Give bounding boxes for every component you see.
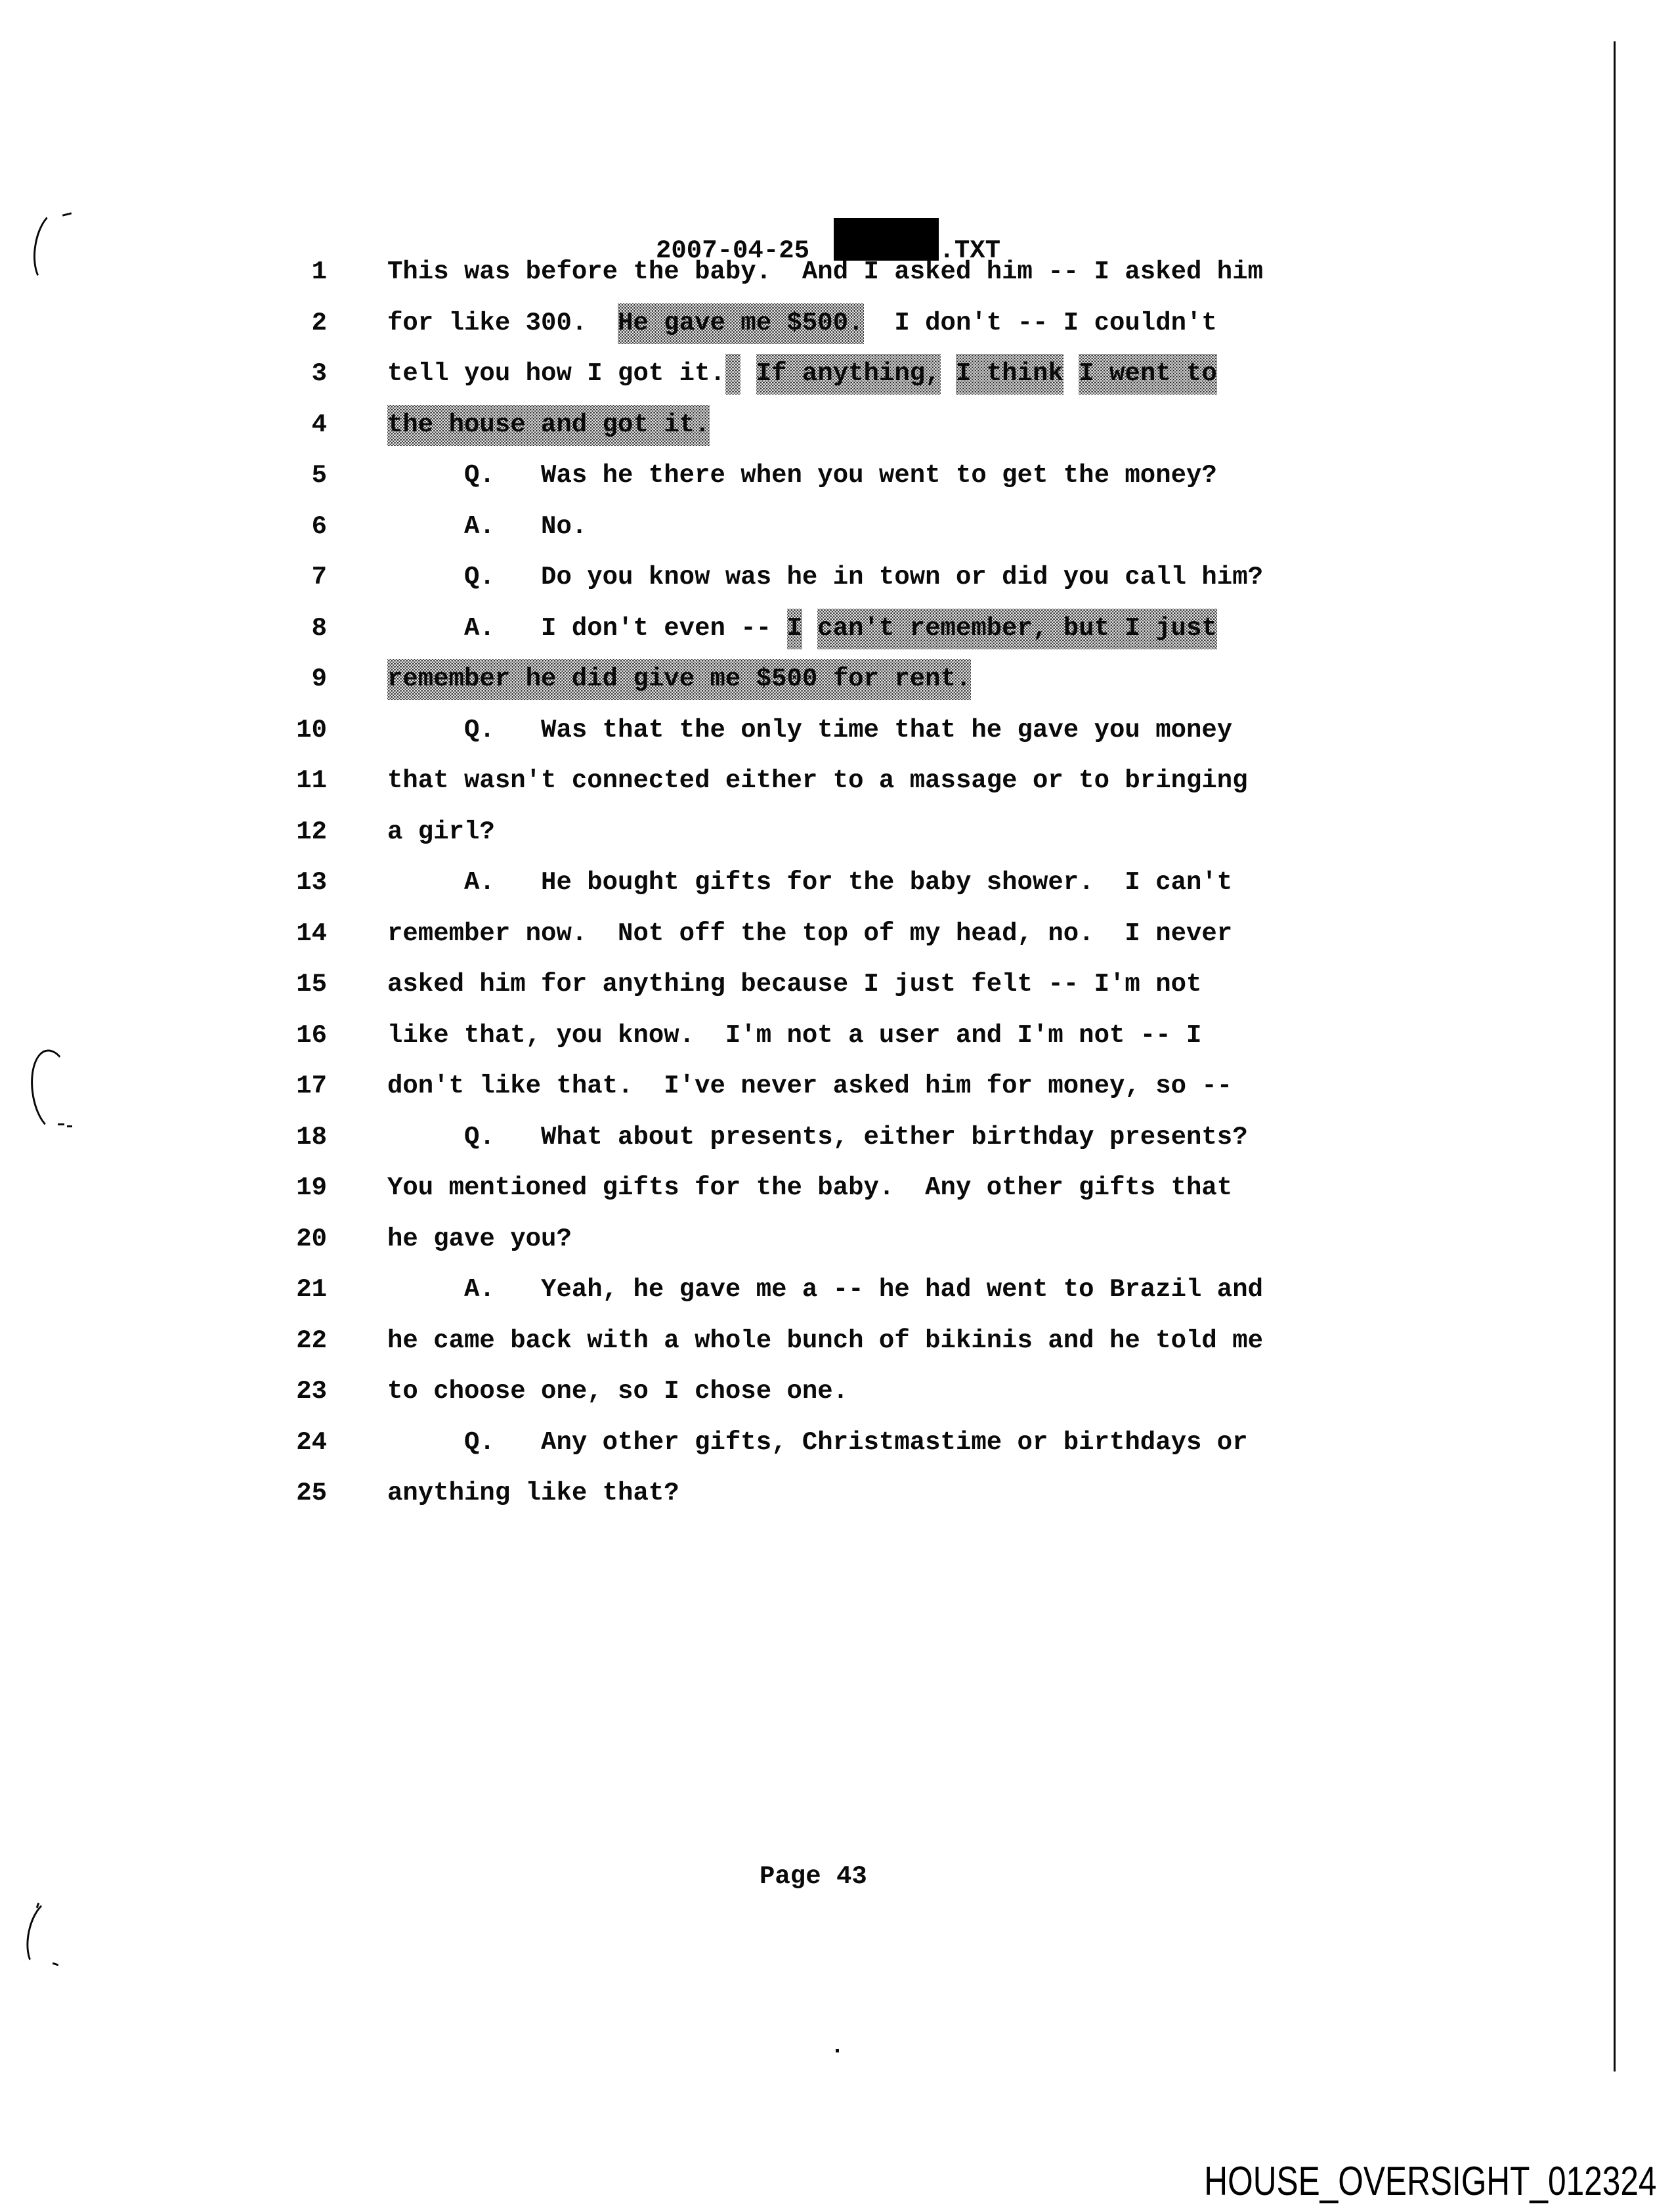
plain-text: Q. What about presents, either birthday presents? [387, 1123, 1248, 1152]
line-number: 13 [296, 868, 327, 897]
line-text [387, 919, 1232, 948]
line-number: 12 [296, 817, 327, 846]
line-number: 24 [296, 1428, 327, 1457]
line-number: 22 [296, 1326, 327, 1355]
line-text [387, 309, 1217, 337]
plain-text: like that, you know. I'm not a user and I'm not -- I [387, 1021, 1202, 1050]
scan-arc-artifact [28, 208, 77, 288]
bates-stamp: HOUSE_OVERSIGHT_012324 [1203, 2159, 1656, 2204]
line-number: 8 [311, 614, 327, 643]
document-header [656, 217, 1001, 265]
line-number: 18 [296, 1123, 327, 1152]
line-number: 2 [311, 309, 327, 337]
line-number: 14 [296, 919, 327, 948]
line-text [387, 512, 587, 541]
plain-text: This was before the baby. And I asked him -- I asked him [387, 257, 1264, 286]
line-text [387, 563, 1263, 592]
line-text [387, 868, 1232, 897]
plain-text: to choose one, so I chose one. [387, 1377, 849, 1406]
line-text [387, 1479, 679, 1507]
line-number: 16 [296, 1021, 327, 1050]
line-number: 11 [296, 766, 327, 795]
plain-text [802, 614, 817, 643]
scan-speck [53, 1963, 58, 1966]
plain-text: Q. Was he there when you went to get the money? [387, 461, 1217, 490]
line-text [387, 1428, 1248, 1457]
highlighted-text: I [787, 609, 802, 649]
scan-arc-artifact [20, 1896, 71, 1973]
plain-text: You mentioned gifts for the baby. Any other gifts that [387, 1173, 1233, 1202]
scan-arc-artifact [26, 1047, 79, 1135]
line-text [387, 257, 1263, 286]
highlighted-text: remember he did give me $500 for rent. [387, 659, 971, 700]
plain-text: A. No. [387, 512, 588, 541]
line-text [387, 817, 495, 846]
plain-text: A. He bought gifts for the baby shower. I can't [387, 868, 1233, 897]
line-number: 15 [296, 970, 327, 999]
line-text [387, 1072, 1232, 1100]
plain-text: that wasn't connected either to a massage or to bringing [387, 766, 1248, 795]
highlighted-text: I went to [1079, 354, 1217, 395]
page-edge-scan-line [1614, 41, 1616, 2071]
line-number: 17 [296, 1072, 327, 1100]
line-text [387, 664, 971, 693]
plain-text: A. Yeah, he gave me a -- he had went to Brazil and [387, 1275, 1264, 1304]
line-text [387, 1225, 572, 1253]
line-text [387, 614, 1217, 643]
line-text [387, 1377, 848, 1406]
line-text [387, 359, 1217, 388]
header-date: 2007-04-25 [656, 236, 825, 265]
line-text [387, 1021, 1201, 1050]
line-text [387, 970, 1201, 999]
line-number: 1 [311, 257, 327, 286]
line-number: 23 [296, 1377, 327, 1406]
line-number: 19 [296, 1173, 327, 1202]
plain-text: a girl? [387, 817, 495, 846]
scan-speck [58, 1123, 64, 1125]
plain-text [1063, 359, 1079, 388]
plain-text: Q. Any other gifts, Christmastime or birthdays or [387, 1428, 1248, 1457]
plain-text: he gave you? [387, 1225, 572, 1253]
plain-text: asked him for anything because I just felt -- I'm not [387, 970, 1202, 999]
highlighted-text: He gave me $500. [618, 303, 863, 344]
highlighted-text: the house and got it. [387, 405, 710, 446]
plain-text: tell you how I got it. [387, 359, 725, 388]
plain-text: A. I don't even -- [387, 614, 787, 643]
highlighted-text [725, 354, 740, 395]
line-text [387, 1173, 1232, 1202]
plain-text [941, 359, 956, 388]
plain-text: Q. Was that the only time that he gave you money [387, 716, 1233, 745]
highlighted-text: can't remember, but I just [817, 609, 1217, 649]
highlighted-text: I think [956, 354, 1063, 395]
line-text [387, 1123, 1248, 1152]
plain-text: I don't -- I couldn't [863, 309, 1217, 337]
highlighted-text: If anything, [756, 354, 941, 395]
line-number: 4 [311, 410, 327, 439]
line-number: 6 [311, 512, 327, 541]
line-text [387, 1326, 1263, 1355]
line-text [387, 766, 1248, 795]
header-file-extension: .TXT [939, 236, 1001, 265]
line-number: 3 [311, 359, 327, 388]
plain-text: for like 300. [387, 309, 618, 337]
page-number: Page 43 [760, 1862, 867, 1891]
line-text [387, 410, 710, 439]
line-text [387, 716, 1232, 745]
line-number: 10 [296, 716, 327, 745]
plain-text: he came back with a whole bunch of bikinis and he told me [387, 1326, 1264, 1355]
plain-text [740, 359, 756, 388]
line-number: 21 [296, 1275, 327, 1304]
line-number: 20 [296, 1225, 327, 1253]
redaction-box [834, 218, 939, 261]
line-number: 9 [311, 664, 327, 693]
scan-speck [836, 2049, 839, 2052]
plain-text: Q. Do you know was he in town or did you call him? [387, 563, 1264, 592]
line-text [387, 461, 1217, 490]
plain-text: remember now. Not off the top of my head, no. I never [387, 919, 1233, 948]
plain-text: anything like that? [387, 1479, 679, 1507]
scan-speck [67, 1125, 72, 1127]
line-text [387, 1275, 1263, 1304]
plain-text: don't like that. I've never asked him for money, so -- [387, 1072, 1233, 1100]
line-number: 7 [311, 563, 327, 592]
line-number: 25 [296, 1479, 327, 1507]
line-number: 5 [311, 461, 327, 490]
